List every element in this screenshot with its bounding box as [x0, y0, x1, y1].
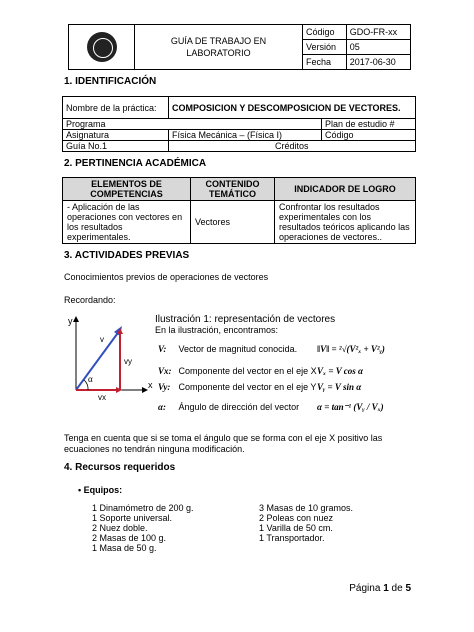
formula-vx: Vₓ = V cos α [317, 366, 364, 376]
recordando-text: Recordando: [64, 295, 116, 305]
col-competencias: ELEMENTOS DE COMPETENCIAS [63, 178, 191, 201]
date-value: 2017-06-30 [346, 55, 410, 70]
list-item: 2 Masas de 100 g. [92, 533, 167, 543]
vector-diagram [64, 314, 156, 402]
row-vy: Vy: Componente del vector en el eje Y Vᵧ = V sin α [158, 382, 362, 392]
list-item: 1 Varilla de 50 cm. [259, 523, 333, 533]
list-item: 2 Poleas con nuez [259, 513, 334, 523]
vy-label: vy [124, 357, 132, 366]
section-3-heading: 3. ACTIVIDADES PREVIAS [64, 250, 190, 261]
practice-value: COMPOSICION Y DESCOMPOSICION DE VECTORES. [169, 97, 416, 119]
section-1-heading: 1. IDENTIFICACIÓN [64, 76, 157, 87]
formula-alpha: α = tan⁻¹ (Vᵧ / Vₓ) [317, 402, 384, 412]
plan-label: Plan de estudio # [322, 119, 416, 130]
identification-table [62, 96, 416, 152]
guia-label: Guía No.1 [63, 141, 169, 152]
document-title: GUÍA DE TRABAJO EN LABORATORIO [135, 25, 303, 70]
y-label: y [68, 316, 73, 326]
illustration-title: Ilustración 1: representación de vectores [155, 314, 336, 325]
list-item: 1 Dinamómetro de 200 g. [92, 503, 194, 513]
creditos-label: Créditos [169, 141, 416, 152]
codigo-label: Código [322, 130, 416, 141]
list-item: 1 Masa de 50 g. [92, 543, 157, 553]
version-value: 05 [346, 40, 410, 55]
competencia-cell: - Aplicación de las operaciones con vectores en los resultados experimentales. [63, 201, 191, 244]
list-item: 2 Nuez doble. [92, 523, 148, 533]
x-label: x [148, 380, 153, 390]
alpha-label: α [88, 374, 93, 384]
practice-label: Nombre de la práctica: [63, 97, 169, 119]
vector-v [76, 330, 120, 390]
list-item: 1 Transportador. [259, 533, 325, 543]
list-item: 3 Masas de 10 gramos. [259, 503, 354, 513]
asignatura-label: Asignatura [63, 130, 169, 141]
vx-label: vx [98, 393, 106, 402]
version-label: Versión [303, 40, 347, 55]
list-item: 1 Soporte universal. [92, 513, 173, 523]
prior-knowledge-text: Conocimientos previos de operaciones de vectores [64, 272, 269, 282]
document-header [68, 24, 411, 70]
y-axis-arrow-icon [73, 316, 79, 322]
equipos-label: • Equipos: [78, 485, 123, 495]
contenido-cell: Vectores [191, 201, 275, 244]
code-label: Código [303, 25, 347, 40]
v-label: v [100, 335, 104, 344]
formula-magnitude: ‖V‖ = ²√(V²ₓ + V²ᵧ) [317, 344, 385, 354]
indicador-cell: Confrontar los resultados experimentales con los resultados teóricos aplicando las operaciones de vectores.. [275, 201, 416, 244]
row-vx: Vx: Componente del vector en el eje X Vₓ = V cos α [158, 366, 364, 376]
pertinence-table [62, 177, 416, 244]
col-contenido: CONTENIDO TEMÁTICO [191, 178, 275, 201]
logo-cell [69, 25, 135, 70]
code-value: GDO-FR-xx [346, 25, 410, 40]
page-number: Página 1 de 5 [349, 583, 411, 594]
equipment-list-right [259, 503, 353, 543]
col-indicador: INDICADOR DE LOGRO [275, 178, 416, 201]
formula-vy: Vᵧ = V sin α [317, 382, 362, 392]
programa-label: Programa [63, 119, 322, 130]
note-text: Tenga en cuenta que si se toma el ángulo que se forma con el eje X positivo las ecuaciones no tendrán ninguna modificación. [64, 433, 383, 454]
row-v: V: Vector de magnitud conocida. ‖V‖ = ²√(V²ₓ + V²ᵧ) [158, 344, 385, 354]
equipment-list-left [92, 503, 194, 553]
section-4-heading: 4. Recursos requeridos [64, 462, 176, 473]
section-2-heading: 2. PERTINENCIA ACADÉMICA [64, 158, 207, 169]
institution-seal-icon [87, 32, 117, 62]
illustration-subtitle: En la ilustración, encontramos: [155, 325, 279, 335]
date-label: Fecha [303, 55, 347, 70]
asignatura-value: Física Mecánica – (Física I) [169, 130, 322, 141]
row-alpha: α: Ángulo de dirección del vector α = tan⁻¹ (Vᵧ / Vₓ) [158, 402, 384, 412]
